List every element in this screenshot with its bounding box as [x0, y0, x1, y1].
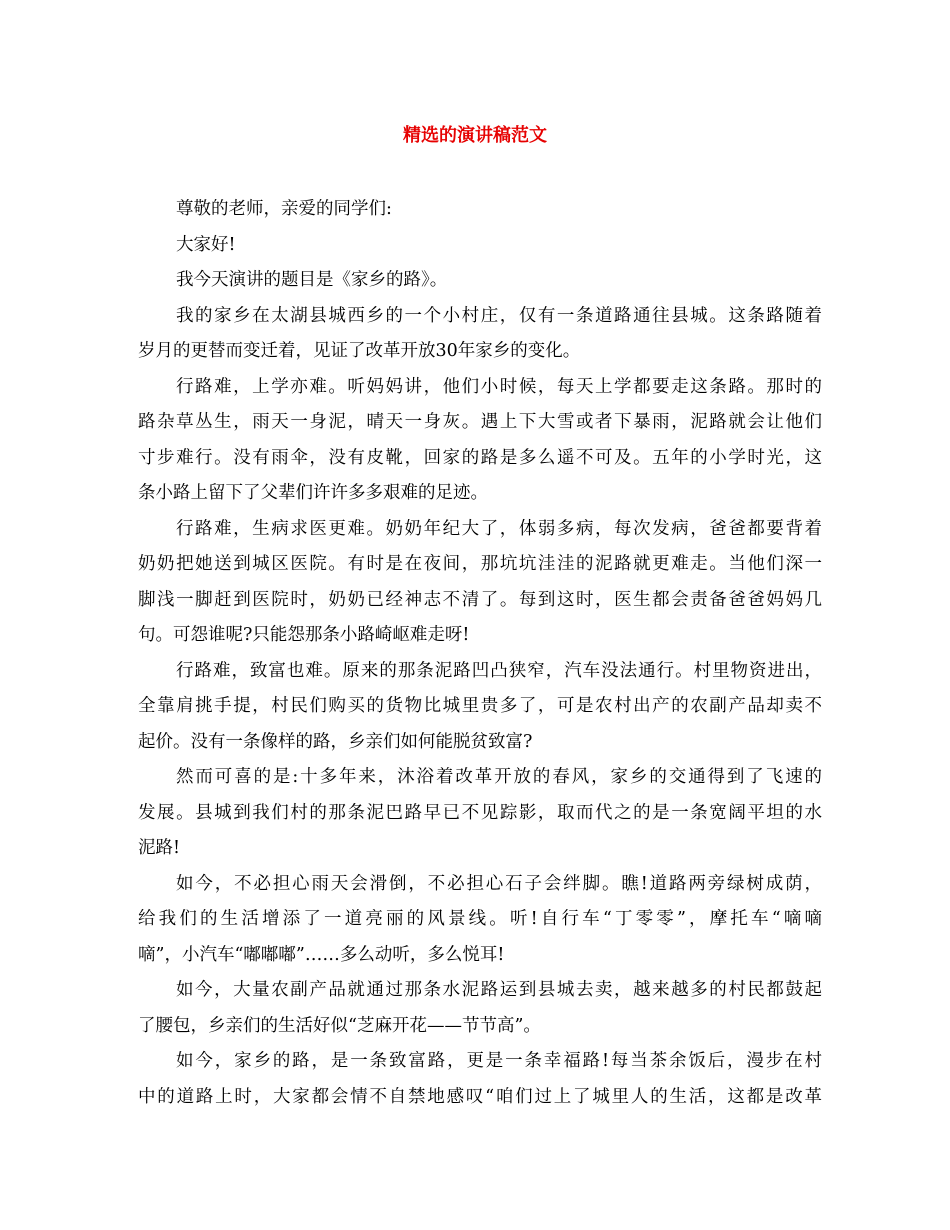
- text-line: 了腰包，乡亲们的生活好似“芝麻开花——节节高”。: [138, 1015, 541, 1036]
- text-line: 句。可怨谁呢?只能怨那条小路崎岖难走呀!: [138, 625, 470, 645]
- text-line: 我的家乡在太湖县城西乡的一个小村庄，仅有一条道路通往县城。这条路随着: [176, 305, 822, 326]
- text-line: 大家好!: [176, 234, 236, 255]
- text-line: 起价。没有一条像样的路，乡亲们如何能脱贫致富?: [138, 731, 533, 752]
- text-line: 脚浅一脚赶到医院时，奶奶已经神志不清了。每到这时，医生都会责备爸爸妈妈几: [138, 589, 822, 610]
- text-line: 如今，大量农副产品就通过那条水泥路运到县城去卖，越来越多的村民都鼓起: [176, 980, 822, 1000]
- text-line: 条小路上留下了父辈们许许多多艰难的足迹。: [138, 483, 488, 503]
- text-line: 中的道路上时，大家都会情不自禁地感叹“咱们过上了城里人的生活，这都是改革: [138, 1086, 822, 1107]
- text-line: 如今，家乡的路，是一条致富路，更是一条幸福路!每当茶余饭后，漫步在村: [176, 1051, 822, 1071]
- text-line: 尊敬的老师，亲爱的同学们:: [176, 199, 392, 219]
- text-line: 给我们的生活增添了一道亮丽的风景线。听!自行车“丁零零”，摩托车“嘀嘀: [138, 909, 822, 929]
- text-line: 如今，不必担心雨天会滑倒，不必担心石子会绊脚。瞧!道路两旁绿树成荫，: [176, 873, 822, 894]
- text-line: 寸步难行。没有雨伞，没有皮靴，回家的路是多么遥不可及。五年的小学时光，这: [138, 447, 822, 468]
- document-body: [138, 192, 822, 1115]
- text-line: 嘀”，小汽车“嘟嘟嘟”……多么动听，多么悦耳!: [138, 944, 505, 965]
- text-line: 行路难，生病求医更难。奶奶年纪大了，体弱多病，每次发病，爸爸都要背着: [176, 518, 822, 539]
- text-line: 行路难，上学亦难。听妈妈讲，他们小时候，每天上学都要走这条路。那时的: [176, 376, 822, 397]
- text-line: 发展。县城到我们村的那条泥巴路早已不见踪影，取而代之的是一条宽阔平坦的水: [138, 802, 822, 823]
- text-line: 然而可喜的是:十多年来，沐浴着改革开放的春风，家乡的交通得到了飞速的: [176, 767, 822, 787]
- text-line: 我今天演讲的题目是《家乡的路》。: [176, 270, 448, 290]
- text-line: 奶奶把她送到城区医院。有时是在夜间，那坑坑洼洼的泥路就更难走。当他们深一: [138, 554, 822, 574]
- document-title: 精选的演讲稿范文: [403, 125, 547, 146]
- text-line: 全靠肩挑手提，村民们购买的货物比城里贵多了，可是农村出产的农副产品却卖不: [138, 696, 822, 716]
- text-line: 行路难，致富也难。原来的那条泥路凹凸狭窄，汽车没法通行。村里物资进出，: [176, 660, 822, 681]
- text-line: 岁月的更替而变迁着，见证了改革开放30年家乡的变化。: [138, 341, 581, 361]
- text-line: 泥路!: [138, 838, 181, 858]
- text-line: 路杂草丛生，雨天一身泥，晴天一身灰。遇上下大雪或者下暴雨，泥路就会让他们: [138, 412, 822, 432]
